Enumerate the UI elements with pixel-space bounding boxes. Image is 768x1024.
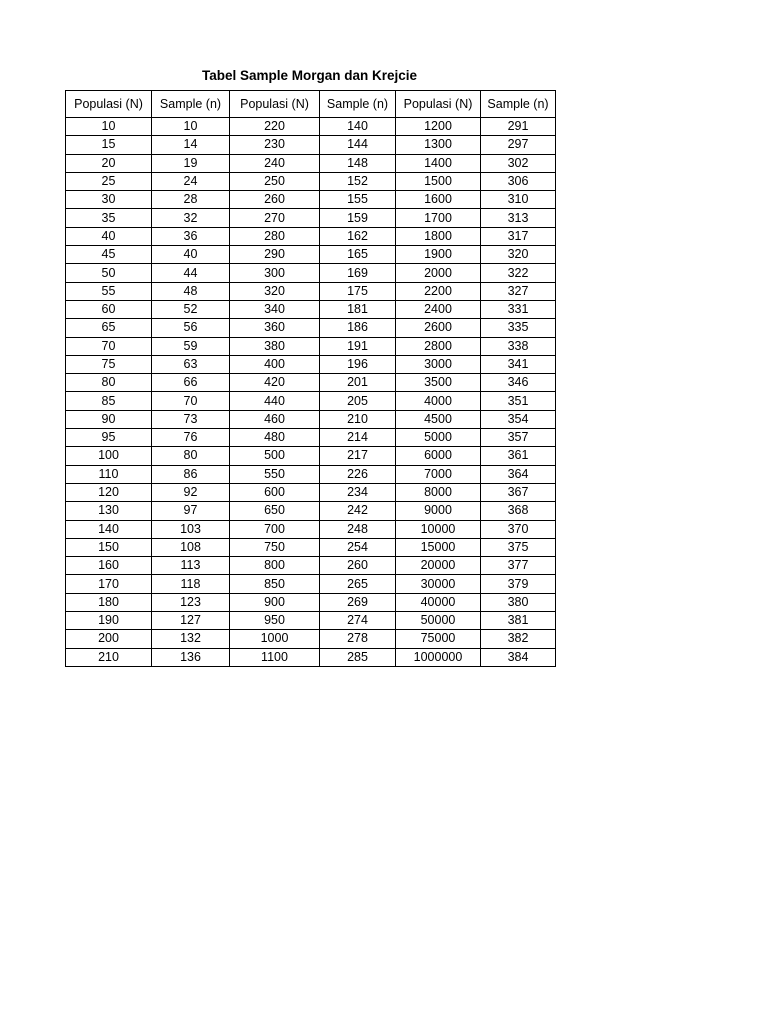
populasi-cell: 400 — [230, 355, 320, 373]
sample-cell: 335 — [481, 319, 556, 337]
sample-cell: 217 — [320, 447, 396, 465]
populasi-cell: 250 — [230, 172, 320, 190]
sample-cell: 368 — [481, 502, 556, 520]
populasi-cell: 180 — [66, 593, 152, 611]
populasi-cell: 140 — [66, 520, 152, 538]
populasi-cell: 380 — [230, 337, 320, 355]
populasi-cell: 240 — [230, 154, 320, 172]
populasi-cell: 1400 — [396, 154, 481, 172]
populasi-cell: 220 — [230, 118, 320, 136]
sample-cell: 127 — [152, 612, 230, 630]
populasi-cell: 50 — [66, 264, 152, 282]
sample-cell: 285 — [320, 648, 396, 666]
sample-cell: 313 — [481, 209, 556, 227]
populasi-cell: 900 — [230, 593, 320, 611]
sample-cell: 36 — [152, 227, 230, 245]
populasi-cell: 45 — [66, 246, 152, 264]
sample-cell: 144 — [320, 136, 396, 154]
sample-cell: 354 — [481, 410, 556, 428]
table-row — [66, 538, 556, 556]
table-row — [66, 447, 556, 465]
populasi-cell: 50000 — [396, 612, 481, 630]
table-row — [66, 172, 556, 190]
populasi-cell: 40000 — [396, 593, 481, 611]
table-row — [66, 227, 556, 245]
populasi-cell: 700 — [230, 520, 320, 538]
sample-cell: 269 — [320, 593, 396, 611]
populasi-cell: 1800 — [396, 227, 481, 245]
header-populasi-3: Populasi (N) — [396, 91, 481, 118]
table-row — [66, 319, 556, 337]
sample-cell: 375 — [481, 538, 556, 556]
populasi-cell: 30000 — [396, 575, 481, 593]
sample-cell: 14 — [152, 136, 230, 154]
sample-cell: 52 — [152, 300, 230, 318]
populasi-cell: 4000 — [396, 392, 481, 410]
sample-cell: 66 — [152, 374, 230, 392]
sample-cell: 226 — [320, 465, 396, 483]
sample-cell: 186 — [320, 319, 396, 337]
populasi-cell: 10 — [66, 118, 152, 136]
populasi-cell: 95 — [66, 429, 152, 447]
populasi-cell: 80 — [66, 374, 152, 392]
populasi-cell: 850 — [230, 575, 320, 593]
populasi-cell: 15000 — [396, 538, 481, 556]
populasi-cell: 75000 — [396, 630, 481, 648]
sample-cell: 317 — [481, 227, 556, 245]
populasi-cell: 750 — [230, 538, 320, 556]
sample-cell: 214 — [320, 429, 396, 447]
populasi-cell: 40 — [66, 227, 152, 245]
sample-cell: 113 — [152, 557, 230, 575]
sample-cell: 242 — [320, 502, 396, 520]
populasi-cell: 160 — [66, 557, 152, 575]
populasi-cell: 65 — [66, 319, 152, 337]
populasi-cell: 4500 — [396, 410, 481, 428]
populasi-cell: 1600 — [396, 191, 481, 209]
table-row — [66, 246, 556, 264]
table-row — [66, 648, 556, 666]
populasi-cell: 30 — [66, 191, 152, 209]
table-row — [66, 465, 556, 483]
sample-size-table — [65, 90, 556, 667]
sample-cell: 155 — [320, 191, 396, 209]
populasi-cell: 3000 — [396, 355, 481, 373]
populasi-cell: 1000000 — [396, 648, 481, 666]
table-row — [66, 264, 556, 282]
table-row — [66, 630, 556, 648]
sample-cell: 377 — [481, 557, 556, 575]
populasi-cell: 85 — [66, 392, 152, 410]
populasi-cell: 35 — [66, 209, 152, 227]
sample-cell: 338 — [481, 337, 556, 355]
populasi-cell: 260 — [230, 191, 320, 209]
sample-cell: 86 — [152, 465, 230, 483]
table-row — [66, 392, 556, 410]
sample-cell: 357 — [481, 429, 556, 447]
table-row — [66, 557, 556, 575]
populasi-cell: 2800 — [396, 337, 481, 355]
populasi-cell: 440 — [230, 392, 320, 410]
populasi-cell: 210 — [66, 648, 152, 666]
populasi-cell: 6000 — [396, 447, 481, 465]
populasi-cell: 15 — [66, 136, 152, 154]
sample-cell: 382 — [481, 630, 556, 648]
header-populasi-1: Populasi (N) — [66, 91, 152, 118]
populasi-cell: 200 — [66, 630, 152, 648]
sample-cell: 123 — [152, 593, 230, 611]
populasi-cell: 10000 — [396, 520, 481, 538]
populasi-cell: 1300 — [396, 136, 481, 154]
sample-cell: 346 — [481, 374, 556, 392]
populasi-cell: 5000 — [396, 429, 481, 447]
populasi-cell: 60 — [66, 300, 152, 318]
sample-cell: 152 — [320, 172, 396, 190]
populasi-cell: 75 — [66, 355, 152, 373]
populasi-cell: 100 — [66, 447, 152, 465]
table-row — [66, 410, 556, 428]
sample-cell: 380 — [481, 593, 556, 611]
populasi-cell: 2600 — [396, 319, 481, 337]
sample-cell: 165 — [320, 246, 396, 264]
sample-cell: 19 — [152, 154, 230, 172]
sample-cell: 384 — [481, 648, 556, 666]
sample-cell: 40 — [152, 246, 230, 264]
populasi-cell: 150 — [66, 538, 152, 556]
sample-cell: 291 — [481, 118, 556, 136]
sample-cell: 201 — [320, 374, 396, 392]
populasi-cell: 170 — [66, 575, 152, 593]
sample-cell: 248 — [320, 520, 396, 538]
sample-cell: 169 — [320, 264, 396, 282]
sample-cell: 175 — [320, 282, 396, 300]
table-row — [66, 520, 556, 538]
table-row — [66, 355, 556, 373]
table-row — [66, 154, 556, 172]
sample-cell: 56 — [152, 319, 230, 337]
table-row — [66, 593, 556, 611]
populasi-cell: 70 — [66, 337, 152, 355]
sample-cell: 159 — [320, 209, 396, 227]
sample-cell: 103 — [152, 520, 230, 538]
sample-cell: 361 — [481, 447, 556, 465]
sample-cell: 297 — [481, 136, 556, 154]
sample-cell: 260 — [320, 557, 396, 575]
sample-cell: 265 — [320, 575, 396, 593]
populasi-cell: 25 — [66, 172, 152, 190]
table-row — [66, 337, 556, 355]
sample-cell: 44 — [152, 264, 230, 282]
populasi-cell: 550 — [230, 465, 320, 483]
populasi-cell: 7000 — [396, 465, 481, 483]
sample-cell: 76 — [152, 429, 230, 447]
populasi-cell: 360 — [230, 319, 320, 337]
sample-cell: 196 — [320, 355, 396, 373]
header-sample-2: Sample (n) — [320, 91, 396, 118]
populasi-cell: 480 — [230, 429, 320, 447]
sample-cell: 331 — [481, 300, 556, 318]
populasi-cell: 420 — [230, 374, 320, 392]
sample-cell: 302 — [481, 154, 556, 172]
populasi-cell: 1500 — [396, 172, 481, 190]
table-row — [66, 483, 556, 501]
sample-cell: 181 — [320, 300, 396, 318]
sample-cell: 132 — [152, 630, 230, 648]
sample-cell: 10 — [152, 118, 230, 136]
populasi-cell: 20000 — [396, 557, 481, 575]
sample-cell: 205 — [320, 392, 396, 410]
sample-cell: 322 — [481, 264, 556, 282]
populasi-cell: 1000 — [230, 630, 320, 648]
sample-cell: 162 — [320, 227, 396, 245]
sample-cell: 97 — [152, 502, 230, 520]
table-row — [66, 118, 556, 136]
header-sample-3: Sample (n) — [481, 91, 556, 118]
populasi-cell: 3500 — [396, 374, 481, 392]
sample-cell: 379 — [481, 575, 556, 593]
populasi-cell: 230 — [230, 136, 320, 154]
sample-cell: 24 — [152, 172, 230, 190]
table-row — [66, 300, 556, 318]
sample-cell: 327 — [481, 282, 556, 300]
populasi-cell: 20 — [66, 154, 152, 172]
header-populasi-2: Populasi (N) — [230, 91, 320, 118]
table-row — [66, 429, 556, 447]
table-row — [66, 191, 556, 209]
populasi-cell: 280 — [230, 227, 320, 245]
sample-cell: 278 — [320, 630, 396, 648]
populasi-cell: 600 — [230, 483, 320, 501]
sample-cell: 370 — [481, 520, 556, 538]
populasi-cell: 1200 — [396, 118, 481, 136]
populasi-cell: 340 — [230, 300, 320, 318]
table-row — [66, 209, 556, 227]
sample-cell: 63 — [152, 355, 230, 373]
sample-cell: 140 — [320, 118, 396, 136]
populasi-cell: 90 — [66, 410, 152, 428]
sample-cell: 48 — [152, 282, 230, 300]
populasi-cell: 2000 — [396, 264, 481, 282]
sample-cell: 320 — [481, 246, 556, 264]
sample-cell: 136 — [152, 648, 230, 666]
sample-cell: 381 — [481, 612, 556, 630]
sample-cell: 191 — [320, 337, 396, 355]
table-row — [66, 612, 556, 630]
table-header-row — [66, 91, 556, 118]
populasi-cell: 2400 — [396, 300, 481, 318]
populasi-cell: 320 — [230, 282, 320, 300]
populasi-cell: 2200 — [396, 282, 481, 300]
table-row — [66, 282, 556, 300]
sample-cell: 310 — [481, 191, 556, 209]
sample-cell: 59 — [152, 337, 230, 355]
sample-cell: 351 — [481, 392, 556, 410]
populasi-cell: 190 — [66, 612, 152, 630]
table-row — [66, 136, 556, 154]
populasi-cell: 650 — [230, 502, 320, 520]
populasi-cell: 110 — [66, 465, 152, 483]
sample-cell: 234 — [320, 483, 396, 501]
sample-cell: 148 — [320, 154, 396, 172]
header-sample-1: Sample (n) — [152, 91, 230, 118]
populasi-cell: 1100 — [230, 648, 320, 666]
sample-cell: 70 — [152, 392, 230, 410]
populasi-cell: 120 — [66, 483, 152, 501]
populasi-cell: 500 — [230, 447, 320, 465]
populasi-cell: 130 — [66, 502, 152, 520]
sample-cell: 306 — [481, 172, 556, 190]
populasi-cell: 270 — [230, 209, 320, 227]
populasi-cell: 8000 — [396, 483, 481, 501]
sample-cell: 32 — [152, 209, 230, 227]
populasi-cell: 9000 — [396, 502, 481, 520]
sample-cell: 274 — [320, 612, 396, 630]
page-title: Tabel Sample Morgan dan Krejcie — [201, 68, 418, 83]
table-row — [66, 374, 556, 392]
table-row — [66, 502, 556, 520]
sample-cell: 28 — [152, 191, 230, 209]
populasi-cell: 55 — [66, 282, 152, 300]
populasi-cell: 1900 — [396, 246, 481, 264]
sample-cell: 367 — [481, 483, 556, 501]
sample-cell: 364 — [481, 465, 556, 483]
sample-cell: 73 — [152, 410, 230, 428]
sample-cell: 108 — [152, 538, 230, 556]
populasi-cell: 460 — [230, 410, 320, 428]
table-row — [66, 575, 556, 593]
sample-cell: 118 — [152, 575, 230, 593]
sample-cell: 80 — [152, 447, 230, 465]
sample-cell: 341 — [481, 355, 556, 373]
sample-cell: 210 — [320, 410, 396, 428]
sample-cell: 254 — [320, 538, 396, 556]
populasi-cell: 1700 — [396, 209, 481, 227]
populasi-cell: 950 — [230, 612, 320, 630]
populasi-cell: 800 — [230, 557, 320, 575]
populasi-cell: 300 — [230, 264, 320, 282]
table-body — [66, 118, 556, 667]
populasi-cell: 290 — [230, 246, 320, 264]
sample-cell: 92 — [152, 483, 230, 501]
